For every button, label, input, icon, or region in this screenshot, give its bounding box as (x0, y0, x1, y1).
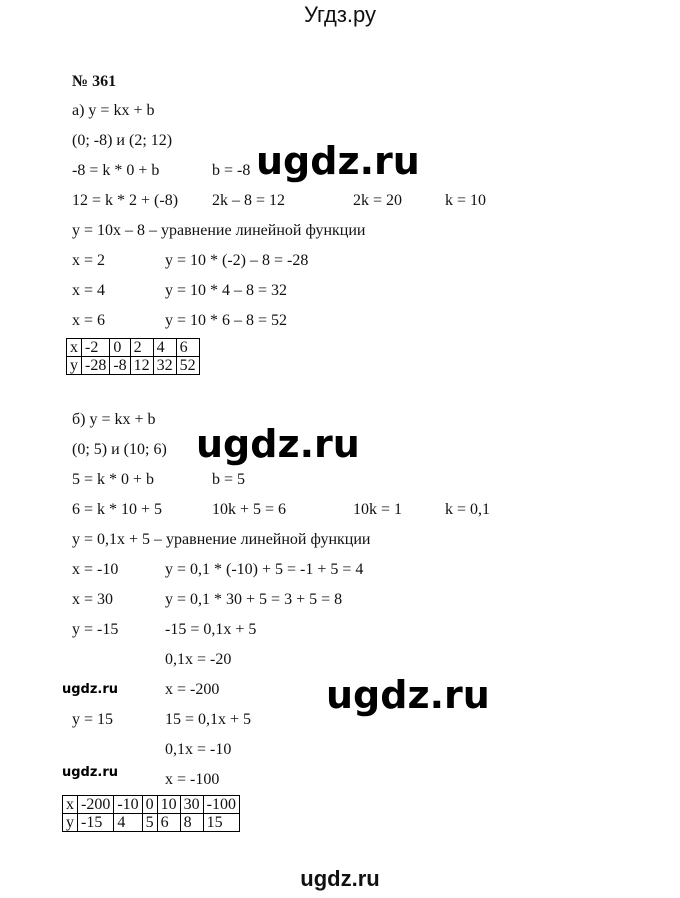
table-cell: y (67, 357, 82, 375)
part-b-step2: 10k = 1 (353, 501, 403, 518)
part-a-step1: 2k – 8 = 12 (212, 192, 286, 209)
table-cell: 6 (176, 339, 199, 357)
watermark: ugdz.ru (62, 765, 119, 780)
part-b-given-y2: y = 15 (72, 711, 114, 728)
part-a-y1: y = 10 * (-2) – 8 = -28 (165, 252, 309, 269)
site-header: Угдз.ру (303, 2, 377, 27)
table-cell: -100 (203, 796, 239, 814)
table-cell: -2 (82, 339, 110, 357)
table-cell: 2 (130, 339, 153, 357)
part-b-eq-b: 5 = k * 0 + b (72, 471, 155, 488)
table-cell: 4 (153, 339, 176, 357)
part-b-y1: y = 0,1 * (-10) + 5 = -1 + 5 = 4 (165, 561, 364, 578)
table-cell: 0 (110, 339, 130, 357)
part-b-solve1-a: -15 = 0,1x + 5 (165, 621, 257, 638)
part-b-solve1-c: x = -200 (165, 681, 220, 698)
part-a-x2: x = 4 (72, 282, 106, 299)
part-a-k-value: k = 10 (445, 192, 487, 209)
table-cell: -200 (78, 796, 114, 814)
part-b-solve1-b: 0,1x = -20 (165, 651, 232, 668)
table-cell: 5 (142, 814, 157, 832)
watermark: ugdz.ru (326, 673, 490, 717)
table-cell: 15 (203, 814, 239, 832)
table-cell: -10 (114, 796, 142, 814)
table-cell: 30 (180, 796, 203, 814)
table-cell: y (63, 814, 78, 832)
table-cell: 6 (157, 814, 180, 832)
part-b-solve2-c: x = -100 (165, 771, 220, 788)
part-a-x1: x = 2 (72, 252, 106, 269)
table-cell: x (63, 796, 78, 814)
part-a-b-value: b = -8 (212, 162, 251, 179)
table-cell: 32 (153, 357, 176, 375)
part-b-x1: x = -10 (72, 561, 119, 578)
table-cell: -8 (110, 357, 130, 375)
table-cell: 10 (157, 796, 180, 814)
table-cell: 0 (142, 796, 157, 814)
table-cell: -28 (82, 357, 110, 375)
part-a-equation: y = 10x – 8 – уравнение линейной функции (72, 222, 366, 239)
part-a-y3: y = 10 * 6 – 8 = 52 (165, 312, 288, 329)
part-b-given-y1: y = -15 (72, 621, 119, 638)
watermark: ugdz.ru (256, 139, 420, 183)
part-b-b-value: b = 5 (212, 471, 246, 488)
part-b-points: (0; 5) и (10; 6) (72, 441, 167, 458)
part-a-heading: а) y = kx + b (72, 102, 155, 119)
table-row (67, 357, 200, 375)
table-row (67, 339, 200, 357)
part-b-k-value: k = 0,1 (445, 501, 491, 518)
part-a-eq-b: -8 = k * 0 + b (72, 162, 160, 179)
table-cell: 12 (130, 357, 153, 375)
part-b-equation: y = 0,1x + 5 – уравнение линейной функции (72, 531, 371, 548)
part-b-step1: 10k + 5 = 6 (212, 501, 287, 518)
site-footer: ugdz.ru (300, 866, 380, 891)
part-b-x2: x = 30 (72, 591, 114, 608)
part-b-heading: б) y = kx + b (72, 411, 156, 428)
part-a-eq-k: 12 = k * 2 + (-8) (72, 192, 179, 209)
part-b-eq-k: 6 = k * 10 + 5 (72, 501, 163, 518)
problem-number: № 361 (72, 73, 117, 90)
part-a-x3: x = 6 (72, 312, 106, 329)
part-a-y2: y = 10 * 4 – 8 = 32 (165, 282, 288, 299)
table-cell: x (67, 339, 82, 357)
table-cell: 8 (180, 814, 203, 832)
watermark: ugdz.ru (196, 422, 360, 466)
part-b-value-table (62, 795, 240, 832)
part-a-step2: 2k = 20 (353, 192, 403, 209)
table-row (63, 796, 240, 814)
part-b-y2: y = 0,1 * 30 + 5 = 3 + 5 = 8 (165, 591, 343, 608)
table-cell: 52 (176, 357, 199, 375)
table-row (63, 814, 240, 832)
table-cell: 4 (114, 814, 142, 832)
part-a-value-table (66, 338, 200, 375)
table-cell: -15 (78, 814, 114, 832)
part-b-solve2-a: 15 = 0,1x + 5 (165, 711, 252, 728)
watermark: ugdz.ru (62, 682, 119, 697)
part-a-points: (0; -8) и (2; 12) (72, 132, 173, 149)
part-b-solve2-b: 0,1x = -10 (165, 741, 232, 758)
